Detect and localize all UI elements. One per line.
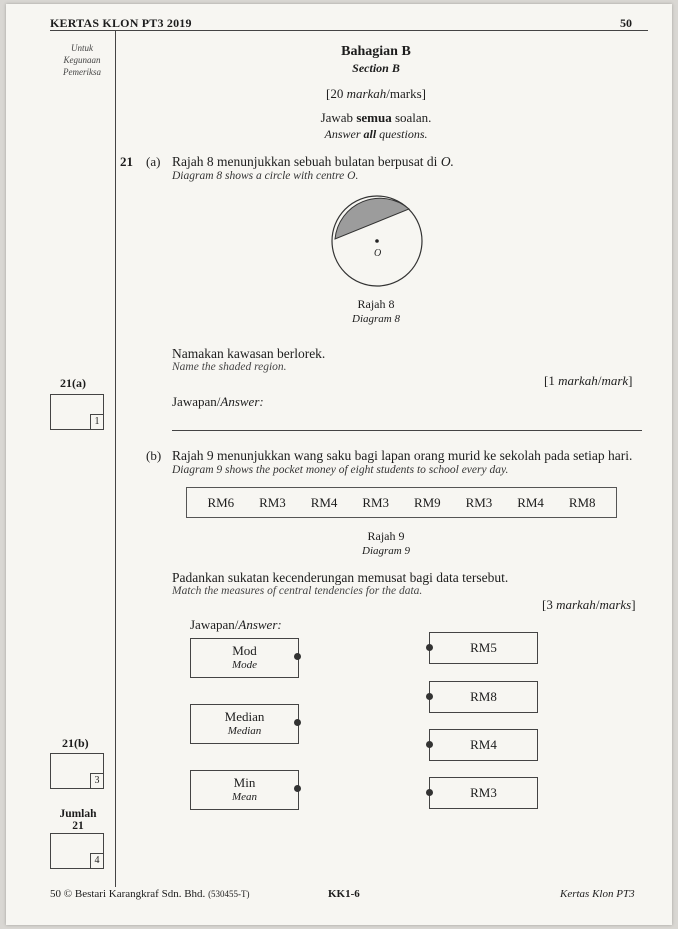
match-right-rm4[interactable]: RM4 (429, 729, 538, 761)
footer-left: 50 © Bestari Karangkraf Sdn. Bhd. (530455-T) (50, 888, 250, 900)
data-value: RM9 (413, 494, 441, 510)
question-number: 21 (120, 154, 133, 169)
q21a-text-en: Diagram 8 shows a circle with centre O. (172, 170, 359, 182)
question-part-a: (a) (146, 154, 161, 169)
match-dot[interactable] (294, 785, 301, 792)
data-value: RM4 (517, 494, 544, 510)
q21a-answer-line[interactable] (172, 430, 642, 431)
q21b-question-ms: Padankan sukatan kecenderungan memusat bagi data tersebut. (172, 570, 509, 585)
centre-label: O (374, 248, 382, 259)
match-dot[interactable] (294, 653, 301, 660)
data-value: RM4 (310, 494, 338, 510)
examiner-use-label: Untuk Kegunaan Pemeriksa (63, 43, 101, 77)
match-dot[interactable] (426, 644, 433, 651)
match-right-rm5[interactable]: RM5 (429, 632, 538, 664)
instruction-ms: Jawab semua soalan. (320, 110, 432, 125)
q21b-question-en: Match the measures of central tendencies for the data. (172, 585, 423, 597)
q21a-marks: [1 markah/mark] (544, 373, 633, 388)
data-value: RM6 (207, 494, 235, 510)
diagram8-caption: Rajah 8 Diagram 8 (352, 297, 400, 325)
data-value: RM8 (568, 494, 596, 510)
mark-label-21b: 21(b) (62, 736, 89, 750)
mark-box-21a: 1 (50, 394, 104, 430)
match-dot[interactable] (426, 789, 433, 796)
data-value: RM3 (465, 494, 493, 510)
q21a-answer-label: Jawapan/Answer: (172, 394, 264, 409)
total-label: Jumlah 21 (59, 808, 97, 832)
match-right-rm8[interactable]: RM8 (429, 681, 538, 713)
question-part-b: (b) (146, 448, 162, 463)
match-left-mean[interactable]: Min Mean (190, 770, 299, 810)
header-divider (50, 30, 648, 31)
total-mark-box: 4 (50, 833, 104, 869)
match-dot[interactable] (426, 693, 433, 700)
q21b-answer-label: Jawapan/Answer: (190, 617, 282, 632)
match-right-rm3[interactable]: RM3 (429, 777, 538, 809)
margin-divider (115, 31, 116, 887)
q21b-marks: [3 markah/marks] (542, 597, 636, 612)
section-marks: [20 markah/marks] (325, 86, 427, 101)
instruction-en: Answer all questions. (324, 127, 428, 141)
header-title: KERTAS KLON PT3 2019 (50, 16, 192, 30)
footer-right: Kertas Klon PT3 (560, 888, 635, 900)
section-heading: Bahagian B Section B [20 markah/marks] Jawab semua soalan. Answer all questions. (276, 44, 476, 142)
centre-point (375, 239, 379, 243)
q21b-text-ms: Rajah 9 menunjukkan wang saku bagi lapan orang murid ke sekolah pada setiap hari. (172, 448, 633, 463)
exam-page (6, 4, 672, 925)
q21b-text-en: Diagram 9 shows the pocket money of eight students to school every day. (172, 464, 509, 476)
pocket-money-data-box (186, 487, 617, 518)
q21a-question-en: Name the shaded region. (172, 361, 287, 373)
match-left-mode[interactable]: Mod Mode (190, 638, 299, 678)
circle-diagram (324, 190, 434, 290)
q21a-text-ms: Rajah 8 menunjukkan sebuah bulatan berpusat di O. (172, 154, 454, 169)
mark-box-21b: 3 (50, 753, 104, 789)
match-dot[interactable] (426, 741, 433, 748)
mark-label-21a: 21(a) (60, 376, 86, 390)
diagram9-caption: Rajah 9 Diagram 9 (362, 529, 410, 557)
match-left-median[interactable]: Median Median (190, 704, 299, 744)
data-value: RM3 (259, 494, 286, 510)
match-dot[interactable] (294, 719, 301, 726)
q21a-question-ms: Namakan kawasan berlorek. (172, 346, 326, 361)
header-page-number: 50 (620, 16, 632, 30)
footer-center: KK1-6 (328, 888, 360, 900)
data-value: RM3 (362, 494, 390, 510)
